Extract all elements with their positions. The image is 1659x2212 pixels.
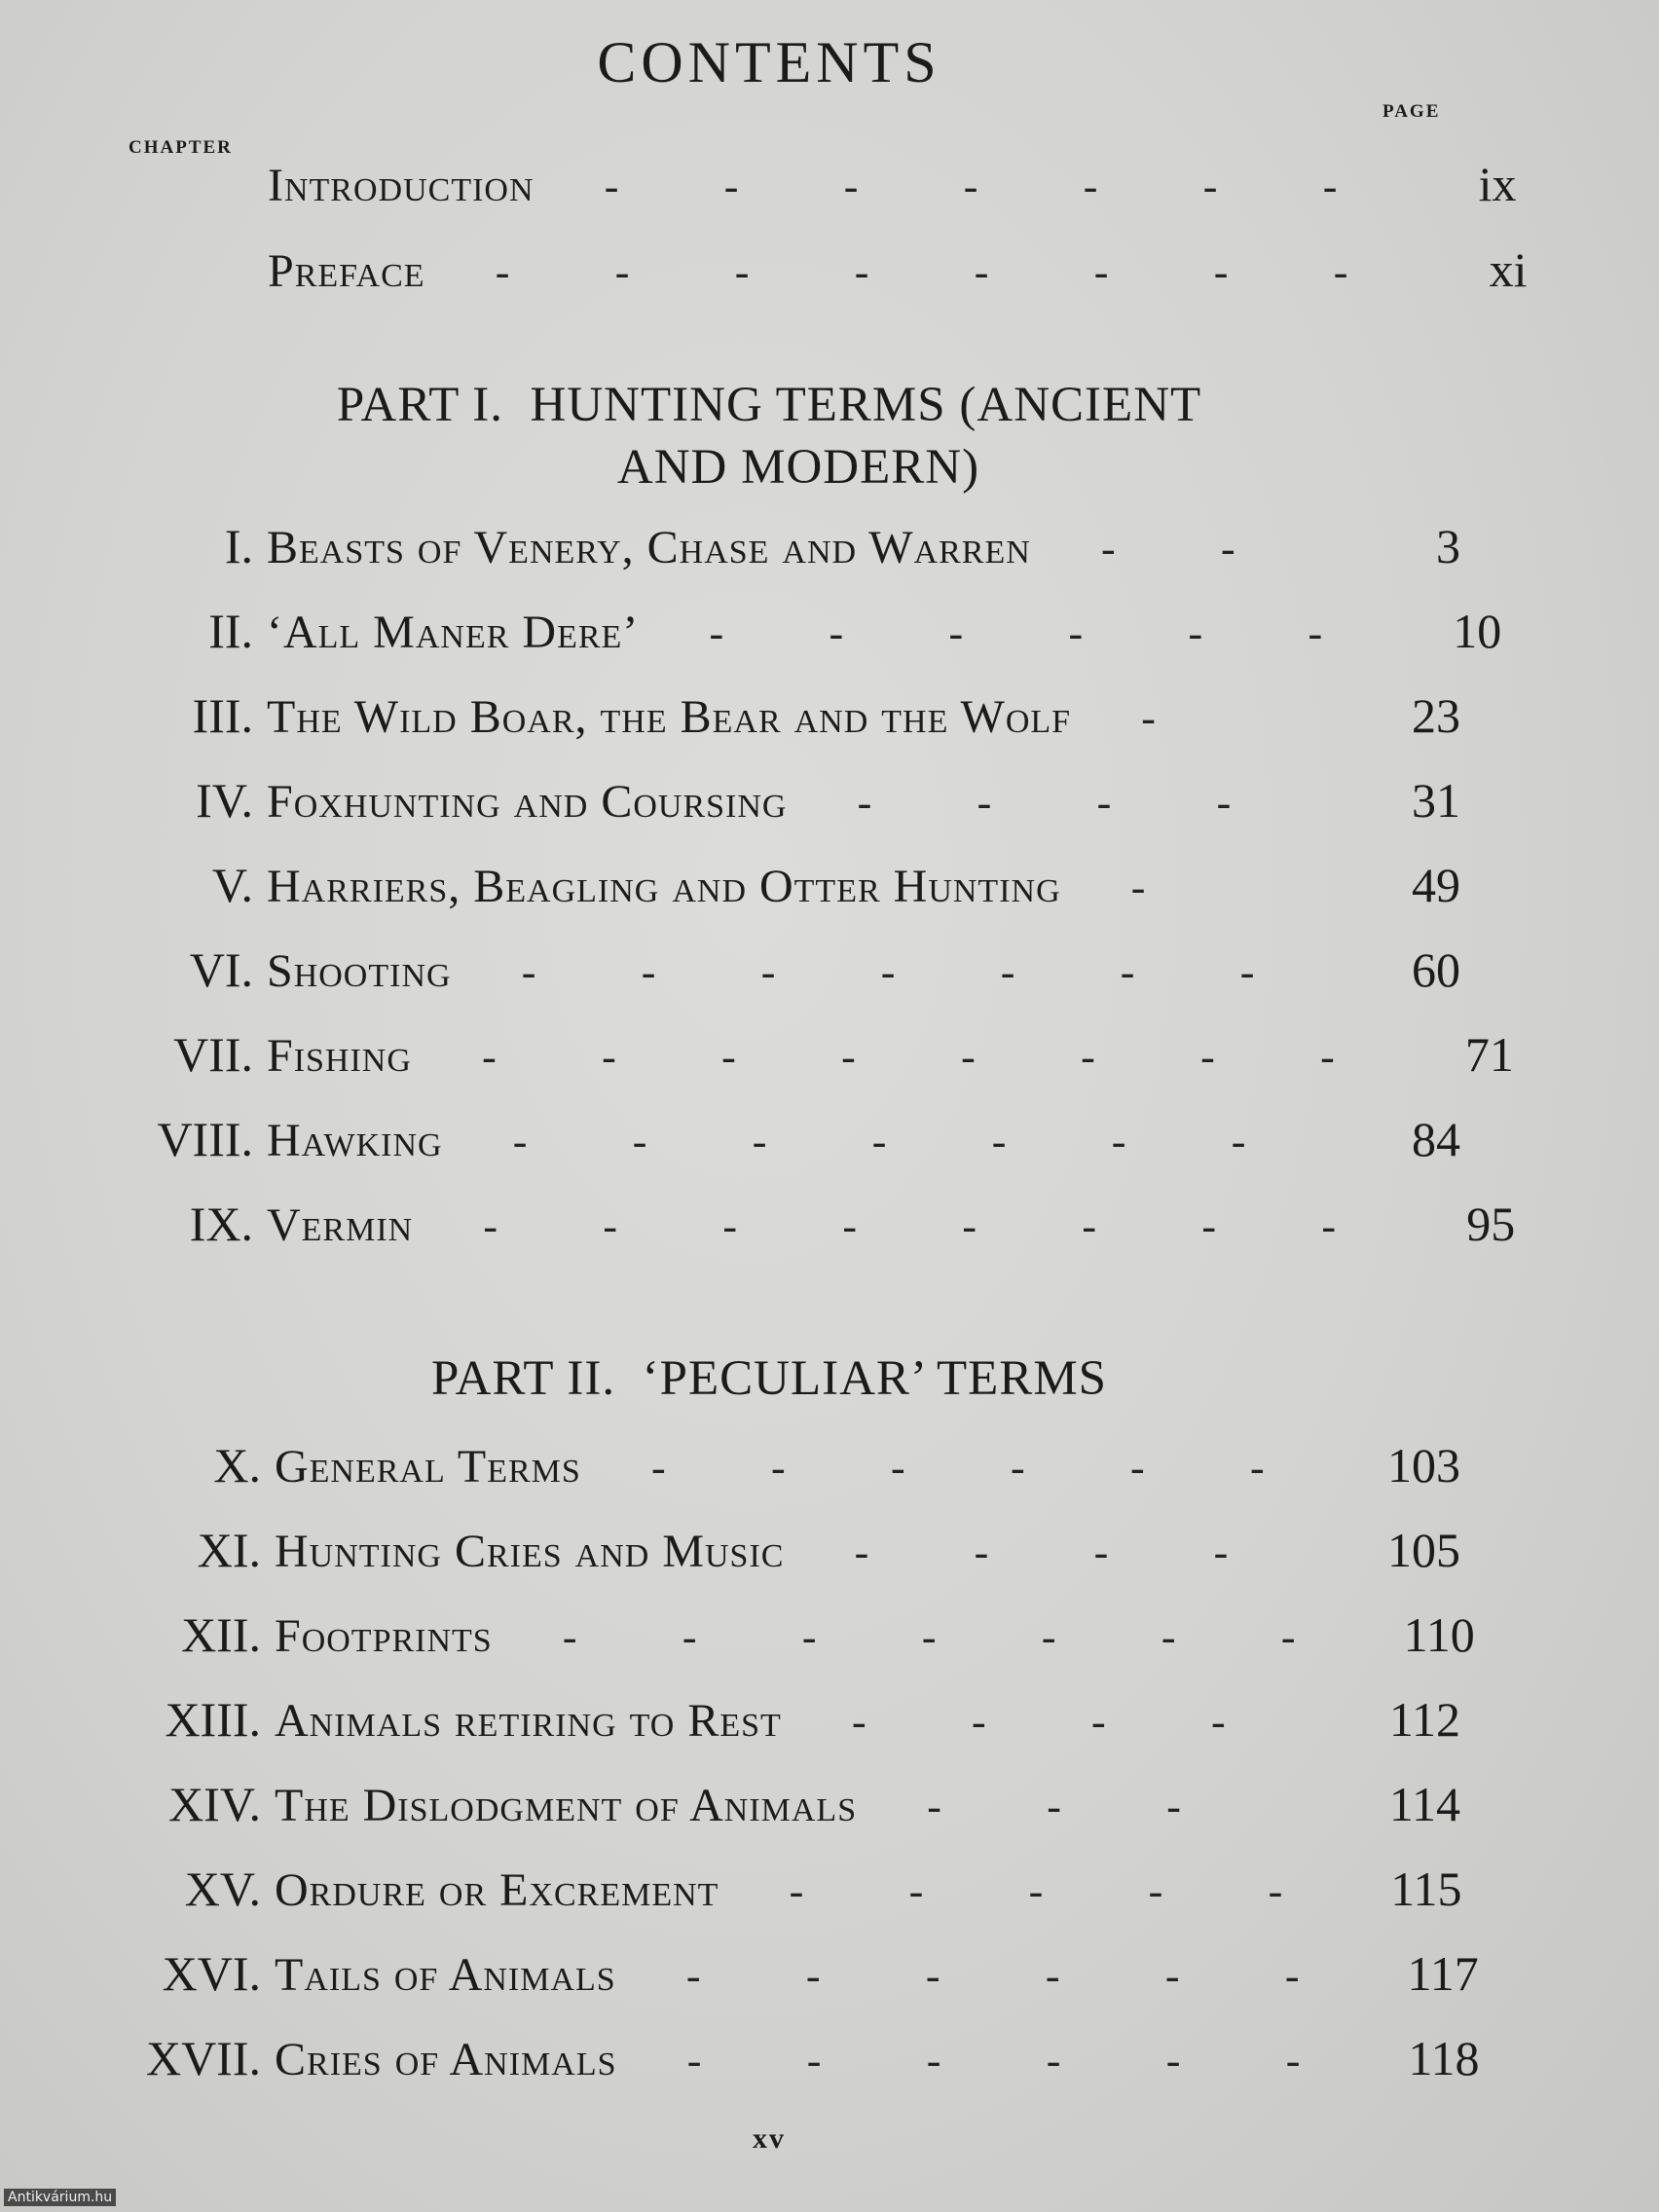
toc-entry-introduction[interactable]	[258, 156, 1517, 241]
entry-page: 60	[1412, 942, 1460, 997]
chapter-number: VIII.	[157, 1112, 253, 1166]
toc-entry[interactable]	[97, 1606, 1475, 1691]
entry-page: 23	[1412, 688, 1460, 743]
chapter-number: VI.	[189, 942, 253, 997]
dot-leader: - -	[1100, 525, 1235, 572]
entry-title: Ordure or Excrement	[275, 1864, 719, 1916]
dot-leader: - - - - - - - -	[495, 248, 1348, 296]
entry-title: Harriers, Beagling and Otter Hunting	[267, 861, 1061, 912]
toc-entry[interactable]	[97, 1522, 1460, 1606]
entry-title: Cries of Animals	[275, 2034, 617, 2085]
entry-title: General Terms	[275, 1441, 581, 1493]
entry-page: 112	[1388, 1692, 1460, 1747]
entry-page: 115	[1390, 1862, 1462, 1916]
entry-page: 118	[1408, 2031, 1480, 2085]
part1-heading-line2: AND MODERN)	[616, 440, 980, 495]
chapter-number: XVII.	[145, 2031, 261, 2085]
toc-entry[interactable]	[97, 603, 1502, 687]
dot-leader: - - - - - -	[709, 609, 1323, 657]
dot-leader: - - - - - -	[686, 2037, 1301, 2084]
toc-entry[interactable]	[97, 518, 1460, 603]
toc-entry[interactable]	[97, 857, 1460, 941]
entry-page: 31	[1412, 773, 1460, 828]
chapter-number: IV.	[196, 773, 253, 828]
toc-entry[interactable]	[97, 1861, 1460, 1945]
contents-heading: CONTENTS	[597, 30, 941, 94]
dot-leader: - - - - - -	[685, 1952, 1300, 2000]
entry-title: Animals retiring to Rest	[275, 1695, 782, 1747]
dot-leader: -	[1130, 864, 1146, 911]
dot-leader: - - - - - - - -	[482, 1033, 1335, 1081]
toc-entry[interactable]	[97, 1026, 1514, 1111]
dot-leader: - - - -	[852, 1698, 1226, 1746]
chapter-number: XV.	[184, 1862, 261, 1916]
entry-page: xi	[1489, 242, 1528, 297]
page-folio: xv	[753, 2122, 786, 2155]
entry-page: 84	[1412, 1112, 1460, 1166]
dot-leader: - - - -	[854, 1529, 1229, 1576]
chapter-number: V.	[211, 858, 253, 912]
dot-leader: - - - -	[857, 779, 1232, 827]
part1-heading-line1: PART I. HUNTING TERMS (ANCIENT	[336, 378, 1202, 432]
dot-leader: - - - - - -	[650, 1444, 1265, 1492]
entry-title: ‘All Maner Dere’	[267, 607, 640, 658]
toc-entry[interactable]	[97, 941, 1460, 1026]
dot-leader: - - - - - - -	[521, 948, 1255, 996]
entry-title: The Wild Boar, the Bear and the Wolf	[267, 691, 1072, 743]
entry-page: 110	[1403, 1607, 1475, 1662]
toc-entry[interactable]	[97, 687, 1460, 772]
entry-page: 3	[1436, 519, 1460, 573]
chapter-number: VII.	[173, 1027, 253, 1082]
toc-entry[interactable]	[97, 2030, 1480, 2115]
toc-entry[interactable]	[97, 1437, 1460, 1522]
part1-chapter-list	[97, 518, 1516, 1280]
toc-entry[interactable]	[97, 1945, 1479, 2030]
part2-chapter-list	[97, 1437, 1480, 2115]
entry-title: Footprints	[275, 1610, 493, 1662]
part2-heading: PART II. ‘PECULIAR’ TERMS	[430, 1351, 1108, 1406]
entry-title: Vermin	[267, 1199, 414, 1251]
entry-page: ix	[1478, 157, 1517, 211]
entry-page: 117	[1407, 1946, 1479, 2001]
chapter-number: IX.	[189, 1197, 253, 1251]
entry-page: 49	[1412, 858, 1460, 912]
entry-page: 95	[1466, 1197, 1516, 1251]
entry-title: Hawking	[267, 1115, 443, 1166]
chapter-number: X.	[213, 1438, 261, 1493]
chapter-column-label: CHAPTER	[129, 137, 233, 158]
entry-title: Shooting	[267, 945, 452, 997]
dot-leader: - - -	[927, 1783, 1181, 1830]
chapter-number: I.	[224, 519, 253, 573]
front-matter-list	[258, 156, 1528, 327]
chapter-number: XIII.	[165, 1692, 261, 1747]
entry-page: 103	[1387, 1438, 1460, 1493]
entry-title: Foxhunting and Coursing	[267, 776, 788, 828]
chapter-number: XII.	[181, 1607, 261, 1662]
watermark: Antikvárium.hu	[4, 2189, 116, 2206]
dot-leader: - - - - - - -	[512, 1118, 1246, 1165]
entry-title: Hunting Cries and Music	[275, 1526, 785, 1577]
chapter-number: III.	[192, 688, 253, 743]
chapter-number: II.	[208, 604, 253, 658]
entry-page: 10	[1453, 604, 1502, 658]
entry-title: Introduction	[268, 160, 535, 211]
dot-leader: - - - - -	[789, 1867, 1283, 1915]
chapter-number: XIV.	[168, 1777, 261, 1831]
entry-title: Tails of Animals	[275, 1949, 616, 2001]
entry-page: 105	[1387, 1523, 1460, 1577]
toc-entry[interactable]	[97, 1111, 1460, 1196]
entry-title: The Dislodgment of Animals	[275, 1780, 858, 1831]
chapter-number: XI.	[197, 1523, 261, 1577]
part1-heading	[175, 374, 1363, 498]
page-column-label: PAGE	[1382, 101, 1441, 122]
chapter-number: XVI.	[162, 1946, 261, 2001]
entry-title: Beasts of Venery, Chase and Warren	[267, 522, 1031, 573]
entry-title: Fishing	[267, 1030, 412, 1082]
dot-leader: - - - - - - -	[604, 163, 1338, 210]
entry-title: Preface	[268, 245, 425, 297]
toc-entry[interactable]	[97, 1691, 1460, 1776]
dot-leader: -	[1141, 694, 1156, 742]
entry-page: 71	[1464, 1027, 1514, 1082]
entry-page: 114	[1388, 1777, 1460, 1831]
dot-leader: - - - - - - -	[562, 1613, 1296, 1661]
toc-entry-preface[interactable]	[258, 241, 1528, 327]
toc-entry[interactable]	[97, 772, 1460, 857]
toc-entry[interactable]	[97, 1776, 1460, 1861]
dot-leader: - - - - - - - -	[483, 1202, 1337, 1250]
toc-entry[interactable]	[97, 1196, 1516, 1280]
